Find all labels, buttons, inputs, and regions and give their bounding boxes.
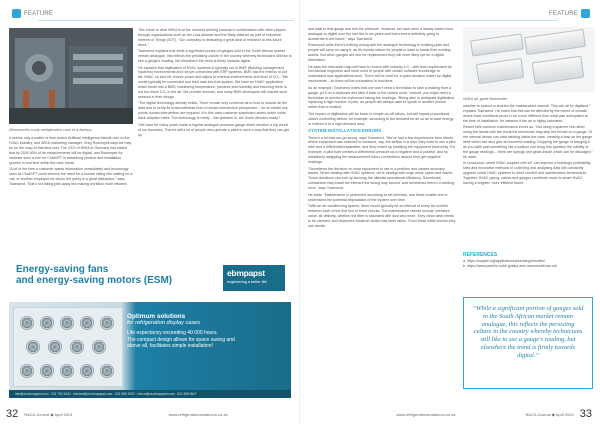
feature-label: FEATURE — [24, 10, 53, 17]
references — [463, 253, 593, 269]
fan-icon — [100, 316, 114, 330]
ebmpapst-advertisement[interactable] — [9, 255, 291, 398]
fan-icon — [40, 316, 54, 330]
fan-icon — [26, 340, 40, 354]
paragraph: He explains that digitisation of HVAC systems is typically run in BMS (Building management Systems) environments and not yet connected with ERP systems. BMS has the metrics to put the HVAC on and off, reduce power and adjust to external environments and level of CO₂. “We would typically be connected and feed data into that system. We have an HVAC application which feeds into a BMS, monitoring temperature, pressure and humidity and ensuring there is not too much CO₂ in the air. We provide sensors, and many BMS developers will include such sensors in their design. — [138, 65, 289, 99]
paragraph: “Sometimes the decision on what equipment to use is a problem and causes accuracy issues. When dealing with HVAC systems, we're dealing with huge ducts, pipes and valves. These decisions can end up skewing the ultimate operational efficiency. Sometimes contractors may install the element the wrong way around, and sometimes there's a welding error,” says Townsend. — [308, 166, 455, 191]
ad-body-line-1: Life expectancy exceeding 40 000 hours. — [127, 330, 218, 336]
paragraph: It seems only a matter of time before Artificial Intelligence bleeds over to the HVAC industry, and WIKA marketing manager, Greg Roszmyek says we may be on the cusp of that time now. The CEO of WIKA in Germany has stated that by 2030 80% of its measurements will be digital, and Roszmyek for instance sees a role for ChatGPT in answering product and installation queries in real time within the near future. — [9, 136, 132, 165]
magazine-logo-icon — [581, 9, 590, 18]
paragraph: Roszmyek adds there's nothing wrong with the analogue technology in existing plant and people will carry on using it, as it's human nature for people to want to tweak their existing assets. But when gauges are due for replacement they will more likely opt for a digital alternative. — [308, 43, 451, 63]
ad-body-line-3: above all, facilitates simple installation! — [127, 343, 213, 350]
left-page-footer — [6, 408, 228, 420]
left-column-b — [138, 28, 292, 250]
section-heading: SYSTEM INSTALLATION ERRORS — [308, 127, 382, 133]
paragraph: As an example, Townsend notes that one won't need a technician to take a reading from a gauge, jot it on a clipboard and take it back to the control room. Instead, you might need a technician to service the instrument taking the readings. “Being able to anticipate digitisation replacing a high number of jobs, as people will always want to speak to another person rather than a chatbot. — [308, 85, 455, 110]
fan-product-image — [13, 307, 123, 387]
fan-icon — [40, 364, 54, 378]
footer-url[interactable]: www.refrigerationandaircon.co.za — [168, 411, 228, 417]
ebmpapst-logo — [223, 265, 285, 291]
fan-icon — [80, 316, 94, 330]
paragraph: This future is what WIKA is at the moment working towards in collaboration with other players through organisations such as the Lora Alliance and the Misty Alliance as part of Industrial Internet of Things (IIOT). “Our company is dedicating a great deal of research to this future trend.” — [138, 28, 287, 47]
flowmeter-unit — [532, 56, 585, 85]
ad-title-line-1: Energy-saving fans — [16, 264, 109, 275]
right-page — [300, 0, 600, 424]
paragraph: whether to extend or shorten the maintenance interval. This can all be digitised,” explains Townsend. He notes that this can be affected by the extent of climate where local conditions prove to be much different from what was anticipated at the time of installation, for instance if the air is highly saturated. — [463, 104, 591, 123]
footer-journal: RACA Journal ◆ April 2024 — [24, 411, 73, 417]
paragraph: “We have for many years made a regular analogue pressure gauge which remains a big chunk of our business. There's still a lot of people who operate a plant in such a way that they can get up — [138, 122, 289, 137]
feature-tag-left — [12, 9, 53, 18]
factory-illustration — [9, 28, 133, 124]
paragraph: In conclusion, smart HVAC coupled with IoT can improve a building's profitability. New and innovative methods of collecting and analysing data will constantly upgrade smart HVAC systems to meet comfort and maintenance benchmarks. Together, HVAC piping, valves and gauges contribute much to smart HVAC having a brighter, more efficient future. — [463, 161, 592, 185]
ad-title — [16, 264, 172, 286]
ad-contact-footer[interactable]: info@za.ebmpapst.com · 011 794 3434 · info.bm@za.ebmpapst.com · 031 569 1903 · info.ct@za.ebmpapst.com · 021 555 9547 — [9, 390, 291, 398]
right-page-footer — [396, 408, 592, 420]
magazine-logo-icon — [12, 9, 21, 18]
ad-copy — [127, 313, 287, 350]
flowmeter-unit — [524, 29, 586, 55]
fan-icon — [20, 316, 34, 330]
page-number: 32 — [6, 408, 19, 420]
right-column-a — [308, 27, 456, 401]
fan-icon — [100, 364, 114, 378]
fan-icon — [92, 340, 106, 354]
paragraph: Townsend explains that while a significant portion of gauges sold in the South African market remain analogue, this reflects the persisting culture in the country whereby technicians still like to see a gauge's reading, but elsewhere the trend is firmly towards digital. — [138, 49, 292, 64]
paragraph: Recent bills common maintenance errors as, “Not using a spanner but rather using the hands with the result the technician may strip the thread on a gauge. Or the internal device can start twisting inside the case, creating a leak on the gauge itself which can also give an incorrect reading. Dropping the gauge or banging it as you walk past something like a toolbox can bring into question the validity of the gauge readings – there are springs and gears inside which can be dislodged,” he adds. — [463, 125, 593, 159]
header-rule — [38, 20, 294, 21]
brand-tagline: engineering a better life — [227, 280, 267, 284]
fan-icon — [60, 316, 74, 330]
paragraph: “A lot of the time a customer wants information immediately and technology such as ChatGPT could remove the need for a human sitting idle waiting for a call, or another employee for whom the query is a great distraction,” says Townsend. That's not taking jobs away but making workflow more efficient. — [9, 167, 133, 186]
footer-url[interactable]: www.refrigerationandaircon.co.za — [396, 411, 456, 417]
feature-label: FEATURE — [549, 10, 578, 17]
references-heading: REFERENCES — [463, 252, 498, 258]
fan-icon — [80, 364, 94, 378]
header-rule — [308, 20, 558, 21]
fan-icon — [48, 340, 62, 354]
flowmeter-product-photo — [463, 27, 595, 92]
fan-icon — [60, 364, 74, 378]
page-number: 33 — [579, 408, 592, 420]
paragraph: and walk to that gauge and see the pressure. However, we have seen a steady switch from analogue to digital over the last five to six years and that trend is definitely going to accelerate in the future,” says Townsend. — [308, 27, 453, 41]
brand-name: ebmpapst — [227, 268, 265, 278]
reference-link[interactable]: a. https://copper.org/applications/plumbing/benefits/ — [463, 259, 545, 263]
ad-subheadline: for refrigeration display cases — [127, 320, 201, 326]
footer-journal: RACA Journal ◆ April 2024 — [525, 411, 574, 417]
paragraph: “With an air-conditioning system, there would typically be an interval of every six months between each of the first two or three checks. The maintenance checks include: pressure value, air delivery, whether the filter is saturated with dust and more. They clean what needs to be cleaned, and document whatever action has been taken. From these initial checks they can decide — [308, 204, 456, 228]
fan-icon — [20, 364, 34, 378]
left-column-a — [9, 136, 133, 250]
paragraph: “The digital technology already exists. There remain only concerns as to how to include all the data and to verify its trustworthiness from a human intersection perspective – for at certain key points human intervention are required. It is this area customer scepticism arises which holds back adoption rates. The technology is ready – the question is, are South Africans ready? — [138, 101, 288, 121]
paragraph: The impact of digitisation will be lower in simple on-off valves, but will impact proportional valves controlling airflow, for example, according to the demand for air so as to save energy or redirect it to a high-demand area. — [308, 111, 454, 126]
ad-body-line-2: The compact design allows for space saving and — [127, 336, 235, 343]
paragraph: There's a lot that can go wrong, says Townsend. “We've had a few experiences from clients where equipment was selected to measure, say, the airflow in a duct: they want to use a pitot tube and a differential transmitter, and they ended up installing the equipment incorrectly. For example, a pitot tube creates a differential pressure as a negative and a positive, and by mistakenly swapping the measurement tubes connections around they get negative readings. — [308, 135, 456, 165]
fan-icon — [70, 340, 84, 354]
flowmeter-unit — [470, 33, 524, 56]
paragraph: He adds: “Maintenance is performed according to set intervals, and these enable one to understand the potential degradation of the system over time. — [308, 192, 448, 202]
pull-quote: “While a significant portion of gauges sold in the South African market remain analogue, this reflects the persisting culture in the country whereby technicians still like to see a gauge's reading, but elsewhere the trend is firmly towards digital.” — [463, 297, 593, 389]
feature-tag-right — [549, 9, 590, 18]
photo-caption: WIKA air-gride flowmeter — [463, 96, 508, 101]
reference-link[interactable]: b. https://www.particle.io/iot-guides-and-resources/hvac-iot/ — [463, 264, 558, 268]
photo-caption: Woolworths rusty refrigeration rack in a factory — [9, 127, 92, 132]
ad-title-line-2: and energy-saving motors (ESM) — [16, 275, 173, 286]
paragraph: He says the education map will have to evolve with industry 4.0 – with less requirement for mechanical engineers and more need of people with certain software knowledge to understand how applications work. There will be need for a quick decision matrix by digital instruments – so there will be a transition in functions. — [308, 64, 452, 84]
factory-photo — [9, 28, 133, 124]
ad-header — [9, 255, 291, 302]
right-column-b — [463, 104, 593, 250]
ad-headline: Optimum solutions — [127, 313, 186, 320]
flowmeter-unit — [476, 58, 524, 84]
